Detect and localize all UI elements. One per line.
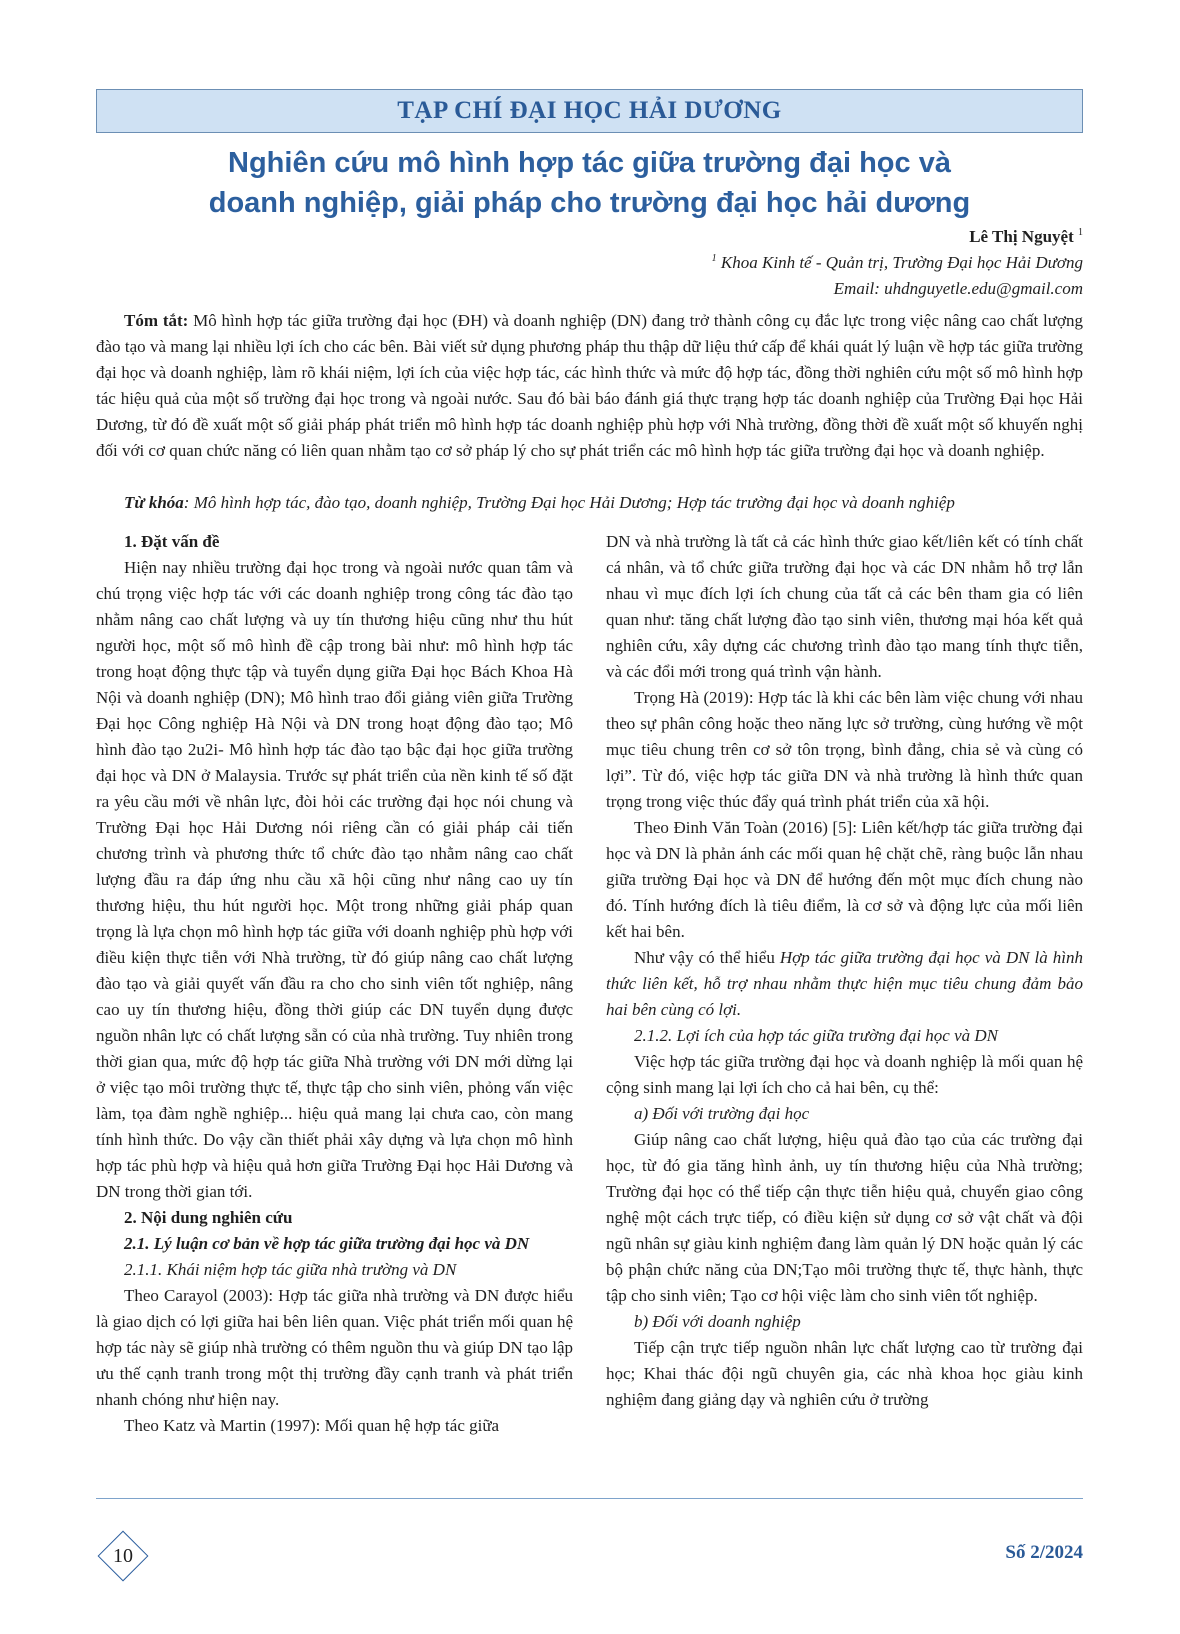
author-affiliation-line bbox=[712, 250, 1083, 276]
keywords bbox=[96, 490, 1083, 516]
journal-name: TẠP CHÍ ĐẠI HỌC HẢI DƯƠNG bbox=[397, 97, 782, 124]
paragraph: Tiếp cận trực tiếp nguồn nhân lực chất lượng cao từ trường đại học; Khai thác đội ngũ chuyên gia, các nhà khoa học giàu kinh nghiệm đang giảng dạy và nghiên cứu ở trường bbox=[606, 1338, 1083, 1409]
subsection-heading-2-1-1: 2.1.1. Khái niệm hợp tác giữa nhà trường và DN bbox=[124, 1260, 457, 1279]
abstract-label: Tóm tắt: bbox=[124, 311, 189, 330]
section-heading-1: 1. Đặt vấn đề bbox=[124, 532, 220, 551]
keywords-text: : Mô hình hợp tác, đào tạo, doanh nghiệp, Trường Đại học Hải Dương; Hợp tác trường đại học và doanh nghiệp bbox=[183, 493, 955, 512]
page-number: 10 bbox=[113, 1545, 133, 1567]
article-title-line-2: doanh nghiệp, giải pháp cho trường đại học hải dương bbox=[208, 187, 971, 219]
section-heading-2: 2. Nội dung nghiên cứu bbox=[124, 1208, 293, 1227]
definition-emphasis: Hợp tác giữa trường đại học và DN là hình thức liên kết, hỗ trợ nhau nhằm thực hiện mục tiêu chung đảm bảo hai bên cùng có lợi. bbox=[606, 948, 1083, 1019]
footer-divider bbox=[96, 1498, 1083, 1499]
abstract bbox=[96, 308, 1083, 464]
subsection-heading-2-1-2: 2.1.2. Lợi ích của hợp tác giữa trường đại học và DN bbox=[634, 1026, 999, 1045]
author-affiliation: Khoa Kinh tế - Quản trị, Trường Đại học Hải Dương bbox=[720, 253, 1083, 272]
article-title-line-1: Nghiên cứu mô hình hợp tác giữa trường đại học và bbox=[228, 147, 951, 179]
author-email: Email: uhdnguyetle.edu@gmail.com bbox=[833, 279, 1083, 298]
paragraph: Theo Katz và Martin (1997): Mối quan hệ hợp tác giữa bbox=[124, 1416, 500, 1435]
author-block bbox=[712, 224, 1083, 302]
subheading-university: a) Đối với trường đại học bbox=[634, 1104, 810, 1123]
keywords-label: Từ khóa bbox=[124, 493, 184, 512]
affiliation-superscript: 1 bbox=[711, 253, 717, 264]
paragraph: Việc hợp tác giữa trường đại học và doanh nghiệp là mối quan hệ cộng sinh mang lại lợi ích cho cả hai bên, cụ thể: bbox=[606, 1052, 1083, 1097]
definition-lead: Như vậy có thể hiểu bbox=[634, 948, 780, 967]
paragraph: DN và nhà trường là tất cả các hình thức giao kết/liên kết có tính chất cá nhân, và tổ chức giữa trường đại học và các DN nhằm hỗ trợ lẫn nhau vì mục đích lợi ích chung của tất cả các bên tham gia có liên quan như: tăng chất lượng đào tạo sinh viên, thương mại hóa kết quả nghiên cứu, xây dựng các chương trình đào tạo mang tính thực tiễn, và các đổi mới trong quá trình vận hành. bbox=[606, 532, 1083, 681]
subheading-enterprise: b) Đối với doanh nghiệp bbox=[634, 1312, 801, 1331]
author-name: Lê Thị Nguyệt bbox=[969, 227, 1074, 246]
journal-banner bbox=[96, 89, 1083, 133]
author-line bbox=[712, 224, 1083, 250]
author-superscript: 1 bbox=[1078, 227, 1083, 238]
paragraph: Theo Carayol (2003): Hợp tác giữa nhà trường và DN được hiểu là giao dịch có lợi giữa hai bên liên quan. Việc phát triển mối quan hệ hợp tác này sẽ giúp nhà trường có thêm nguồn thu và giúp DN tạo lập ưu thế cạnh tranh trong một thị trường đầy cạnh tranh và phát triển nhanh chóng như hiện nay. bbox=[96, 1286, 573, 1409]
abstract-text: Mô hình hợp tác giữa trường đại học (ĐH) và doanh nghiệp (DN) đang trở thành công cụ đắc lực trong việc nâng cao chất lượng đào tạo và mang lại nhiều lợi ích cho các bên. Bài viết sử dụng phương pháp thu thập dữ liệu thứ cấp để khái quát lý luận về hợp tác giữa trường đại học và doanh nghiệp, làm rõ khái niệm, lợi ích của việc hợp tác, các hình thức và mức độ hợp tác, đồng thời nghiên cứu một số mô hình hợp tác hiệu quả của một số trường đại học trong và ngoài nước. Sau đó bài báo đánh giá thực trạng hợp tác doanh nghiệp của Trường Đại học Hải Dương, từ đó đề xuất một số giải pháp phát triển mô hình hợp tác doanh nghiệp phù hợp với Nhà trường, đồng thời đề xuất một số khuyến nghị đối với cơ quan chức năng có liên quan nhằm tạo cơ sở pháp lý cho sự phát triển các mô hình hợp tác giữa trường đại học và doanh nghiệp. bbox=[96, 311, 1083, 460]
subsection-heading-2-1: 2.1. Lý luận cơ bản về hợp tác giữa trường đại học và DN bbox=[124, 1234, 530, 1253]
article-title bbox=[96, 143, 1083, 223]
right-column bbox=[606, 529, 1083, 1413]
page-number-badge bbox=[97, 1530, 149, 1582]
paragraph bbox=[606, 945, 1083, 1023]
paragraph: Hiện nay nhiều trường đại học trong và ngoài nước quan tâm và chú trọng việc hợp tác với các doanh nghiệp trong công tác đào tạo nhằm nâng cao chất lượng và uy tín thương hiệu cũng như thu hút người học, một số mô hình đề cập trong bài như: mô hình hợp tác trong hoạt động thực tập và tuyển dụng giữa Đại học Bách Khoa Hà Nội và doanh nghiệp (DN); Mô hình trao đổi giảng viên giữa Trường Đại học Công nghiệp Hà Nội và DN trong hoạt động đào tạo; Mô hình đào tạo 2u2i- Mô hình hợp tác đào tạo bậc đại học giữa trường đại học và DN ở Malaysia. Trước sự phát triển của nền kinh tế số đặt ra yêu cầu mới về nhân lực, đòi hỏi các trường đại học nói chung và Trường Đại học Hải Dương nói riêng cần có giải pháp cải tiến chương trình và phương thức tổ chức đào tạo nhằm nâng cao chất lượng đầu ra đáp ứng nhu cầu xã hội cũng như nâng cao uy tín thương hiệu, thu hút người học. Một trong những giải pháp quan trọng là lựa chọn mô hình hợp tác giữa với doanh nghiệp phù hợp với điều kiện thực tiễn với Nhà trường, từ đó giúp nâng cao chất lượng đào tạo và giải quyết vấn đầu ra cho cho sinh viên tốt nghiệp, nâng cao uy tín thương hiệu, đồng thời giúp các DN tuyển dụng được nguồn nhân lực có chất lượng sẵn có của nhà trường. Tuy nhiên trong thời gian qua, mức độ hợp tác giữa Nhà trường với DN mới dừng lại ở việc tạo môi trường thực tế, thực tập cho sinh viên, phỏng vấn việc làm, tọa đàm nghề nghiệp... hiệu quả mang lại chưa cao, còn mang tính hình thức. Do vậy cần thiết phải xây dựng và lựa chọn mô hình hợp tác phù hợp và hiệu quả hơn giữa Trường Đại học Hải Dương và DN trong thời gian tới. bbox=[96, 558, 573, 1201]
paragraph: Trọng Hà (2019): Hợp tác là khi các bên làm việc chung với nhau theo sự phân công hoặc theo năng lực sở trường, cùng hướng về một mục tiêu chung trên cơ sở tôn trọng, bình đẳng, chia sẻ và cùng có lợi”. Từ đó, việc hợp tác giữa DN và nhà trường là hình thức quan trọng trong việc thúc đẩy quá trình phát triển của xã hội. bbox=[606, 688, 1083, 811]
left-column bbox=[96, 529, 573, 1439]
paragraph: Giúp nâng cao chất lượng, hiệu quả đào tạo của các trường đại học, từ đó gia tăng hình ảnh, uy tín thương hiệu của Nhà trường; Trường đại học có thể tiếp cận thực tiễn hiệu quả, chuyển giao công nghệ một cách trực tiếp, có điều kiện sử dụng cơ sở vật chất và đội ngũ nhân sự giàu kinh nghiệm đang làm quản lý DN hoặc quản lý các bộ phận chức năng của DN;Tạo môi trường thực tế, thực hành, thực tập cho sinh viên; Tạo cơ hội việc làm cho sinh viên tốt nghiệp. bbox=[606, 1130, 1083, 1305]
paragraph: Theo Đinh Văn Toàn (2016) [5]: Liên kết/hợp tác giữa trường đại học và DN là phản ánh các mối quan hệ chặt chẽ, ràng buộc lẫn nhau giữa trường Đại học và DN để hướng đến một mục đích chung nào đó. Tính hướng đích là tiêu điểm, là cơ sở và động lực của mối liên kết hai bên. bbox=[606, 818, 1083, 941]
issue-number: Số 2/2024 bbox=[1005, 1542, 1083, 1563]
